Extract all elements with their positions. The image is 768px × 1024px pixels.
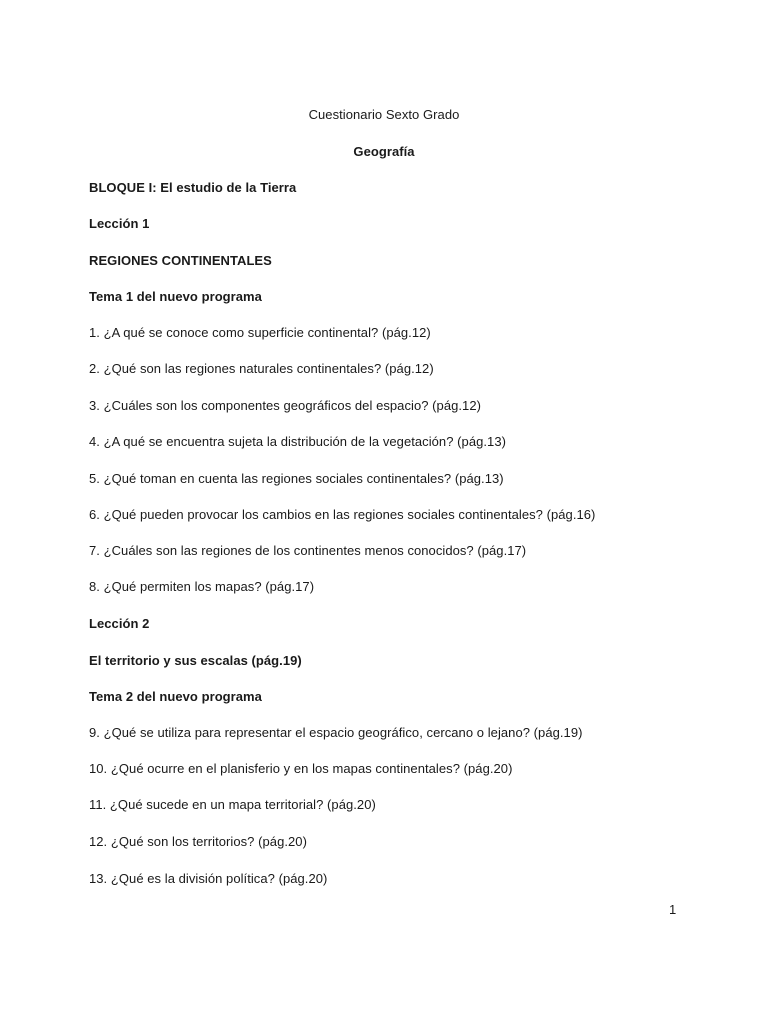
question-item: 6. ¿Qué pueden provocar los cambios en las regiones sociales continentales? (pág.16) [89,507,596,522]
question-item: 10. ¿Qué ocurre en el planisferio y en los mapas continentales? (pág.20) [89,761,513,776]
question-item: 2. ¿Qué son las regiones naturales continentales? (pág.12) [89,361,434,376]
lesson-1-topic: Tema 1 del nuevo programa [89,289,262,304]
lesson-2-heading: El territorio y sus escalas (pág.19) [89,653,302,668]
document-title: Cuestionario Sexto Grado [308,107,460,122]
question-item: 8. ¿Qué permiten los mapas? (pág.17) [89,579,315,594]
lesson-1-heading: REGIONES CONTINENTALES [89,253,272,268]
question-item: 13. ¿Qué es la división política? (pág.20) [89,871,328,886]
question-item: 5. ¿Qué toman en cuenta las regiones sociales continentales? (pág.13) [89,471,504,486]
question-item: 7. ¿Cuáles son las regiones de los continentes menos conocidos? (pág.17) [89,543,527,558]
page-number: 1 [669,902,677,917]
lesson-1-label: Lección 1 [89,216,150,231]
lesson-2-topic: Tema 2 del nuevo programa [89,689,262,704]
question-item: 9. ¿Qué se utiliza para representar el espacio geográfico, cercano o lejano? (pág.19) [89,725,583,740]
subject-heading: Geografía [353,144,415,159]
question-item: 11. ¿Qué sucede en un mapa territorial? (pág.20) [89,797,376,812]
block-heading: BLOQUE I: El estudio de la Tierra [89,180,297,195]
question-item: 4. ¿A qué se encuentra sujeta la distribución de la vegetación? (pág.13) [89,434,506,449]
question-item: 1. ¿A qué se conoce como superficie continental? (pág.12) [89,325,431,340]
question-item: 12. ¿Qué son los territorios? (pág.20) [89,834,307,849]
lesson-2-label: Lección 2 [89,616,150,631]
question-item: 3. ¿Cuáles son los componentes geográficos del espacio? (pág.12) [89,398,481,413]
